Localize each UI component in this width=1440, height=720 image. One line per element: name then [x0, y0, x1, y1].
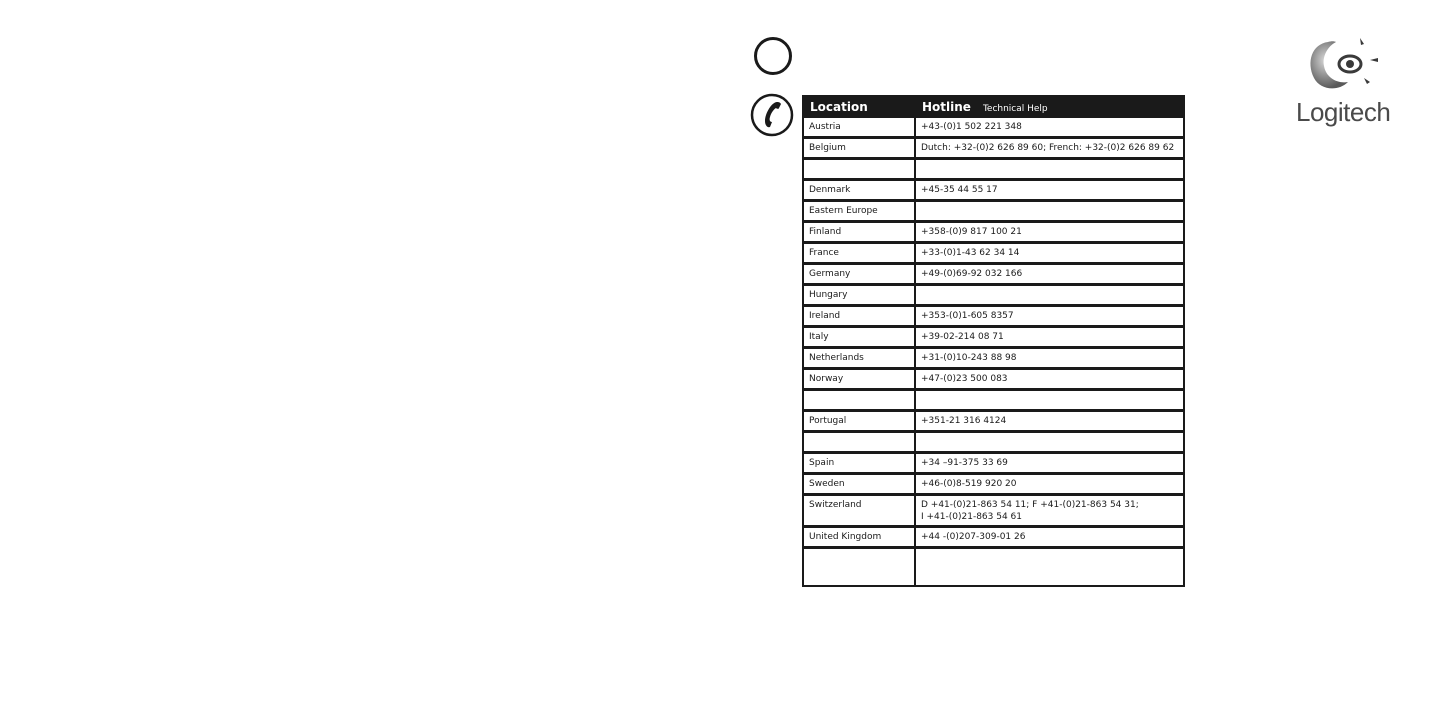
location-cell: Italy — [804, 328, 914, 346]
location-cell: France — [804, 244, 914, 262]
hotline-cell — [916, 286, 1183, 304]
location-cell: Ireland — [804, 307, 914, 325]
table-row — [804, 528, 1183, 546]
hotline-cell — [916, 202, 1183, 220]
table-row — [804, 223, 1183, 241]
location-cell: Hungary — [804, 286, 914, 304]
hotline-cell: +351-21 316 4124 — [916, 412, 1183, 430]
location-cell: Netherlands — [804, 349, 914, 367]
table-header — [804, 97, 1183, 115]
table-row — [804, 118, 1183, 136]
hotline-cell: +31-(0)10-243 88 98 — [916, 349, 1183, 367]
location-cell: Germany — [804, 265, 914, 283]
location-cell: Norway — [804, 370, 914, 388]
location-cell: Denmark — [804, 181, 914, 199]
hotline-cell: +45-35 44 55 17 — [916, 181, 1183, 199]
hotline-header — [916, 97, 1183, 115]
table-row — [804, 160, 1183, 178]
table-row — [804, 349, 1183, 367]
hotline-cell — [916, 549, 1183, 585]
location-header: Location — [810, 100, 868, 114]
hotline-cell: +39-02-214 08 71 — [916, 328, 1183, 346]
hotline-subtitle: Technical Help — [982, 104, 1048, 114]
hotline-cell — [916, 391, 1183, 409]
table-row — [804, 549, 1183, 585]
hotline-cell: +46-(0)8-519 920 20 — [916, 475, 1183, 493]
hotline-cell: +47-(0)23 500 083 — [916, 370, 1183, 388]
hotline-cell: +353-(0)1-605 8357 — [916, 307, 1183, 325]
table-row — [804, 181, 1183, 199]
location-cell — [804, 433, 914, 451]
logo-wordmark: Logitech — [1296, 97, 1391, 127]
location-cell: Portugal — [804, 412, 914, 430]
hotline-cell: +34 –91-375 33 69 — [916, 454, 1183, 472]
hotline-cell: +33-(0)1-43 62 34 14 — [916, 244, 1183, 262]
circle-icon — [754, 37, 792, 75]
table-row — [804, 328, 1183, 346]
hotline-title: Hotline — [922, 100, 971, 114]
table-row — [804, 475, 1183, 493]
hotline-cell: +49-(0)69-92 032 166 — [916, 265, 1183, 283]
location-cell: Belgium — [804, 139, 914, 157]
hotline-cell — [916, 160, 1183, 178]
hotline-cell: +358-(0)9 817 100 21 — [916, 223, 1183, 241]
location-cell — [804, 160, 914, 178]
table-row — [804, 454, 1183, 472]
table-row — [804, 202, 1183, 220]
table-row — [804, 307, 1183, 325]
hotline-cell: +44 -(0)207-309-01 26 — [916, 528, 1183, 546]
hotline-cell — [916, 433, 1183, 451]
phone-icon — [750, 93, 794, 137]
hotline-cell: D +41-(0)21-863 54 11; F +41-(0)21-863 54 31; I +41-(0)21-863 54 61 — [916, 496, 1183, 525]
table-row — [804, 286, 1183, 304]
location-cell: Eastern Europe — [804, 202, 914, 220]
support-hotline-table — [802, 95, 1185, 587]
table-row — [804, 391, 1183, 409]
table-row — [804, 496, 1183, 525]
table-row — [804, 370, 1183, 388]
table-row — [804, 265, 1183, 283]
table-row — [804, 139, 1183, 157]
location-cell: Finland — [804, 223, 914, 241]
location-cell: Spain — [804, 454, 914, 472]
table-row — [804, 412, 1183, 430]
table-row — [804, 244, 1183, 262]
location-cell: Sweden — [804, 475, 914, 493]
location-cell — [804, 391, 914, 409]
hotline-cell: +43-(0)1 502 221 348 — [916, 118, 1183, 136]
hotline-cell: Dutch: +32-(0)2 626 89 60; French: +32-(0)2 626 89 62 — [916, 139, 1183, 157]
location-cell — [804, 549, 914, 585]
table-row — [804, 433, 1183, 451]
table-body — [804, 118, 1183, 585]
location-cell: Switzerland — [804, 496, 914, 525]
location-cell: Austria — [804, 118, 914, 136]
location-cell: United Kingdom — [804, 528, 914, 546]
